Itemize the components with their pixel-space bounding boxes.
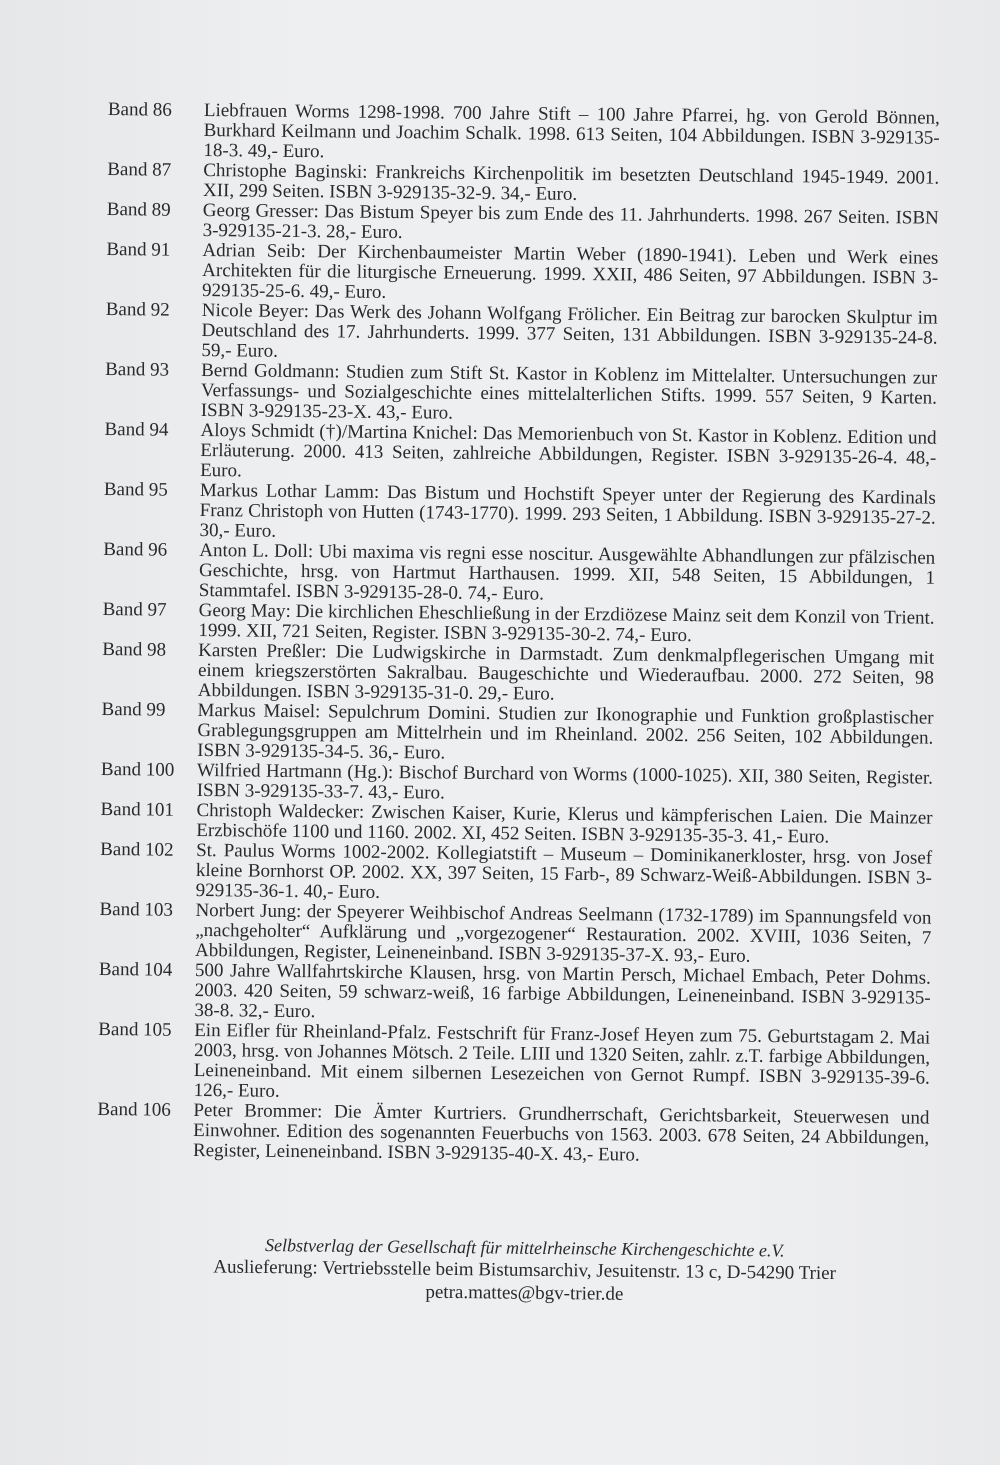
volume-label: Band 96 [103, 538, 168, 561]
volume-label: Band 97 [102, 598, 167, 621]
volume-label: Band 102 [100, 838, 174, 861]
volume-description: Norbert Jung: der Speyerer Weihbischof Andreas Seelmann (1732-1789) im Spannungsfeld von „nachgeholter“ Aufklärung und „vorgezogener“ Restauration. 2002. XVIII, 1036 Seiten, 7 Abbildungen, Register, Leineneinband. ISBN 3-929135-37-X. 93,- Euro. [194, 899, 932, 967]
list-item [105, 360, 938, 429]
volume-label: Band 105 [98, 1018, 172, 1041]
list-item [100, 840, 933, 909]
volume-label: Band 100 [100, 758, 175, 781]
volume-label: Band 86 [107, 99, 172, 121]
volume-description: Christophe Baginski: Frankreichs Kirchenpolitik im besetzten Deutschland 1945-1949. 2001. XII, 299 Seiten. ISBN 3-929135-32-9. 34,- Euro. [202, 160, 940, 205]
list-item [106, 240, 939, 309]
list-item [97, 1100, 930, 1169]
volume-description: Markus Maisel: Sepulchrum Domini. Studien zur Ikonographie und Funktion großplastischer Grablegungsgruppen am Mittelrhein und im Rheinland. 2002. 256 Seiten, 102 Abbildungen. ISBN 3-929135-34-5. 36,- Euro. [197, 699, 934, 764]
delivery-address: Auslieferung: Vertriebsstelle beim Bistumsarchiv, Jesuitenstr. 13 c, D-54290 Trier [213, 1256, 837, 1285]
volume-description: Georg Gresser: Das Bistum Speyer bis zum Ende des 11. Jahrhunderts. 1998. 267 Seiten. ISBN 3-929135-21-3. 28,- Euro. [202, 199, 939, 244]
list-item [98, 1020, 931, 1109]
volume-label: Band 98 [102, 638, 167, 661]
volume-description: Ein Eifler für Rheinland-Pfalz. Festschrift für Franz-Josef Heyen zum 75. Geburtstagam 2. Mai 2003, hrsg. von Johannes Mötsch. 2 Teile. LIII und 1320 Seiten, zahlr. z.T. farbige Abbildungen, Leineneinband. Mit einem silbernen Lesezeichen von Gernot Rumpf. ISBN 3-929135-39-6. 126,- Euro. [193, 1019, 931, 1102]
list-item [103, 540, 936, 609]
volume-label: Band 87 [107, 158, 172, 181]
volume-description: Christoph Waldecker: Zwischen Kaiser, Kurie, Klerus und kämpferischen Laien. Die Mainzer Erzbischöfe 1100 und 1160. 2002. XI, 452 Seiten. ISBN 3-929135-35-3. 41,- Euro. [196, 799, 933, 848]
volume-description: Wilfried Hartmann (Hg.): Bischof Burchard von Worms (1000-1025). XII, 380 Seiten, Register. ISBN 3-929135-33-7. 43,- Euro. [196, 759, 934, 804]
volume-description: Aloys Schmidt (†)/Martina Knichel: Das Memorienbuch von St. Kastor in Koblenz. Edition und Erläuterung. 2000. 413 Seiten, zahlreiche Abbildungen, Register. ISBN 3-929135-26-4. 48,- Euro. [200, 419, 937, 482]
volume-description: Nicole Beyer: Das Werk des Johann Wolfgang Frölicher. Ein Beitrag zur barocken Skulptur im Deutschland des 17. Jahrhunderts. 1999. 377 Seiten, 131 Abbildungen. ISBN 3-929135-24-8. 59,- Euro. [201, 299, 938, 362]
list-item [103, 480, 936, 549]
volume-description: Markus Lothar Lamm: Das Bistum und Hochstift Speyer unter der Regierung des Kardinals Franz Christoph von Hutten (1743-1770). 1999. 293 Seiten, 1 Abbildung. ISBN 3-929135-27-2. 30,- Euro. [199, 479, 936, 542]
list-item [102, 640, 935, 709]
volume-label: Band 99 [101, 698, 166, 721]
list-item [107, 100, 940, 169]
volume-description: Bernd Goldmann: Studien zum Stift St. Kastor in Koblenz im Mittelalter. Untersuchungen zur Verfassungs- und Sozialgeschichte eines mittelalterlichen Stifts. 1999. 557 Seiten, 9 Karten. ISBN 3-929135-23-X. 43,- Euro. [200, 359, 938, 424]
list-item [101, 700, 934, 769]
volume-label: Band 106 [97, 1098, 171, 1121]
volume-label: Band 92 [105, 298, 170, 321]
volume-label: Band 95 [103, 478, 168, 501]
volume-description: Karsten Preßler: Die Ludwigskirche in Darmstadt. Zum denkmalpflegerischen Umgang mit einem kriegszerstörten Sakralbau. Baugeschichte und Wiederaufbau. 2000. 272 Seiten, 98 Abbildungen. ISBN 3-929135-31-0. 29,- Euro. [197, 639, 935, 705]
volume-description: Anton L. Doll: Ubi maxima vis regni esse noscitur. Ausgewählte Abhandlungen zur pfälzischen Geschichte, hrsg. von Hartmut Harthausen. 1999. XII, 548 Seiten, 15 Abbildungen, 1 Stammtafel. ISBN 3-929135-28-0. 74,- Euro. [198, 539, 936, 605]
volume-description: Peter Brommer: Die Ämter Kurtriers. Grundherrschaft, Gerichtsbarkeit, Steuerwesen und Einwohner. Edition des sogenannten Feuerbuchs von 1563. 2003. 678 Seiten, 24 Abbildungen, Register, Leineneinband. ISBN 3-929135-40-X. 43,- Euro. [192, 1099, 930, 1166]
list-item [105, 300, 938, 369]
publisher-line: Selbstverlag der Gesellschaft für mittelrheinsche Kirchengeschichte e.V. [264, 1235, 785, 1261]
contact-email: petra.mattes@bgv-trier.de [425, 1281, 624, 1305]
volume-label: Band 104 [98, 958, 173, 981]
volume-label: Band 101 [100, 798, 175, 821]
publisher-footer [164, 1232, 885, 1310]
volume-description: Adrian Seib: Der Kirchenbaumeister Martin Weber (1890-1941). Leben und Werk eines Architekten für die liturgische Erneuerung. 1999. XXII, 486 Seiten, 97 Abbildungen. ISBN 3-929135-25-6. 49,- Euro. [201, 239, 939, 303]
volume-label: Band 94 [104, 418, 169, 441]
volume-label: Band 89 [106, 198, 171, 221]
list-item [99, 900, 932, 969]
volume-label: Band 91 [106, 238, 171, 261]
volume-label: Band 103 [99, 898, 173, 921]
list-item [98, 960, 931, 1029]
volume-description: Georg May: Die kirchlichen Eheschließung in der Erzdiözese Mainz seit dem Konzil von Trient. 1999. XII, 721 Seiten, Register. ISBN 3-929135-30-2. 74,- Euro. [198, 599, 935, 647]
volume-description: St. Paulus Worms 1002-2002. Kollegiatstift – Museum – Dominikanerkloster, hrsg. von Josef kleine Bornhorst OP. 2002. XX, 397 Seiten, 15 Farb-, 89 Schwarz-Weiß-Abbildungen. ISBN 3-929135-36-1. 40,- Euro. [195, 839, 933, 903]
publication-list [97, 100, 940, 1169]
volume-description: 500 Jahre Wallfahrtskirche Klausen, hrsg. von Martin Persch, Michael Embach, Peter Dohms. 2003. 420 Seiten, 59 schwarz-weiß, 16 farbige Abbildungen, Leineneinband. ISBN 3-929135-38-8. 32,- Euro. [194, 959, 931, 1023]
volume-label: Band 93 [105, 358, 170, 381]
list-item [104, 420, 937, 489]
volume-description: Liebfrauen Worms 1298-1998. 700 Jahre Stift – 100 Jahre Pfarrei, hg. von Gerold Bönnen, Burkhard Keilmann und Joachim Schalk. 1998. 613 Seiten, 104 Abbildungen. ISBN 3-929135-18-3. 49,- Euro. [203, 100, 940, 163]
